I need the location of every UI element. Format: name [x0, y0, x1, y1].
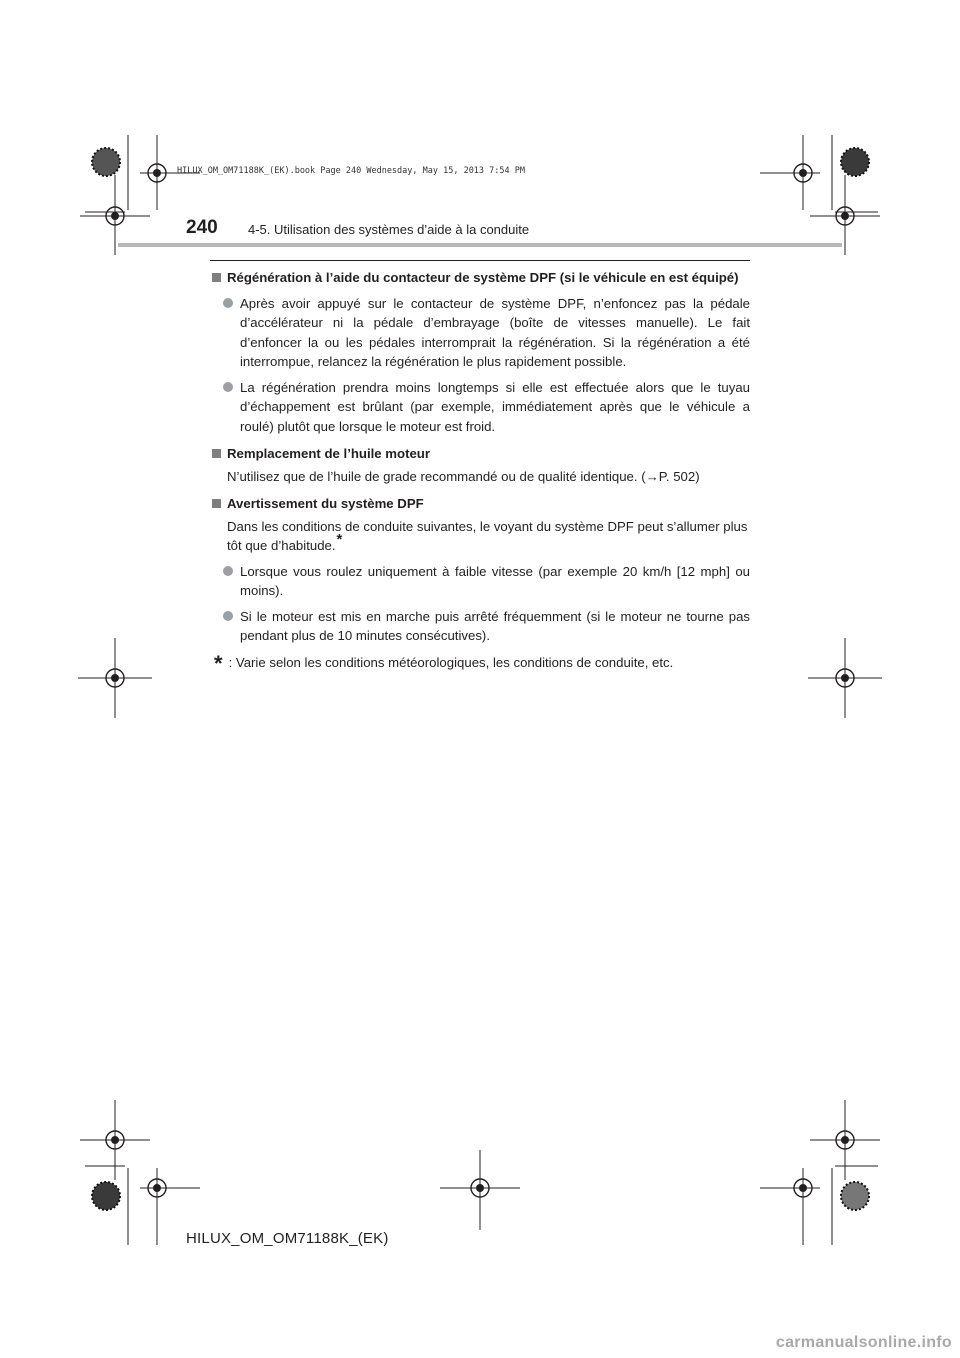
- book-stamp: HILUX_OM_OM71188K_(EK).book Page 240 Wednesday, May 15, 2013 7:54 PM: [177, 166, 525, 176]
- list-item: [210, 294, 750, 372]
- content-top-rule: [210, 260, 750, 261]
- list-item: [210, 378, 750, 437]
- footnote-asterisk: *: [336, 531, 343, 548]
- main-content: [210, 268, 750, 675]
- heading-text: Régénération à l’aide du contacteur de système DPF (si le véhicule en est équipé): [227, 270, 739, 285]
- list-item: [210, 562, 750, 601]
- round-bullet-icon: [223, 382, 233, 392]
- paragraph: N’utilisez que de l’huile de grade recommandé ou de qualité identique. (→P. 502): [227, 468, 700, 484]
- list-item-text: Lorsque vous roulez uniquement à faible vitesse (par exemple 20 km/h [12 mph] ou moins).: [240, 563, 750, 598]
- footnote-text: : Varie selon les conditions météorologiques, les conditions de conduite, etc.: [228, 654, 674, 670]
- paragraph: [210, 517, 750, 556]
- heading-text: Remplacement de l’huile moteur: [227, 446, 430, 461]
- heading-text: Avertissement du système DPF: [227, 496, 424, 511]
- square-bullet-icon: [212, 449, 221, 458]
- section-heading: [210, 494, 750, 514]
- square-bullet-icon: [212, 273, 221, 282]
- footnote: [210, 650, 750, 676]
- section-title: 4-5. Utilisation des systèmes d’aide à la conduite: [248, 222, 530, 237]
- list-item-text: Après avoir appuyé sur le contacteur de système DPF, n’enfoncez pas la pédale d’accélérateur ni la pédale d’embrayage (boîte de vitesses manuelle). Le fait d’enfoncer la ou les pédales interromprait la régénération. Si la régénération a été interrompue, relancez la régénération le plus rapidement possible.: [240, 295, 750, 369]
- round-bullet-icon: [223, 566, 233, 576]
- list-item-text: La régénération prendra moins longtemps si elle est effectuée alors que le tuyau d’échappement est brûlant (par exemple, immédiatement après que le véhicule a roulé) plutôt que lorsque le moteur est froid.: [240, 379, 750, 434]
- watermark: carmanualsonline.info: [775, 1334, 952, 1351]
- page-number: 240: [186, 217, 218, 238]
- section-heading: [210, 444, 750, 464]
- list-item: [210, 607, 750, 646]
- round-bullet-icon: [223, 611, 233, 621]
- paragraph-text: Dans les conditions de conduite suivantes, le voyant du système DPF peut s’allumer plus tôt que d’habitude.: [227, 518, 748, 553]
- list-item-text: Si le moteur est mis en marche puis arrêté fréquemment (si le moteur ne tourne pas pendant plus de 10 minutes consécutives).: [240, 608, 750, 643]
- footnote-mark: *: [214, 650, 223, 676]
- section-heading: [210, 268, 750, 288]
- round-bullet-icon: [223, 298, 233, 308]
- manual-code: HILUX_OM_OM71188K_(EK): [186, 1230, 389, 1247]
- header-rule: [118, 243, 842, 247]
- square-bullet-icon: [212, 499, 221, 508]
